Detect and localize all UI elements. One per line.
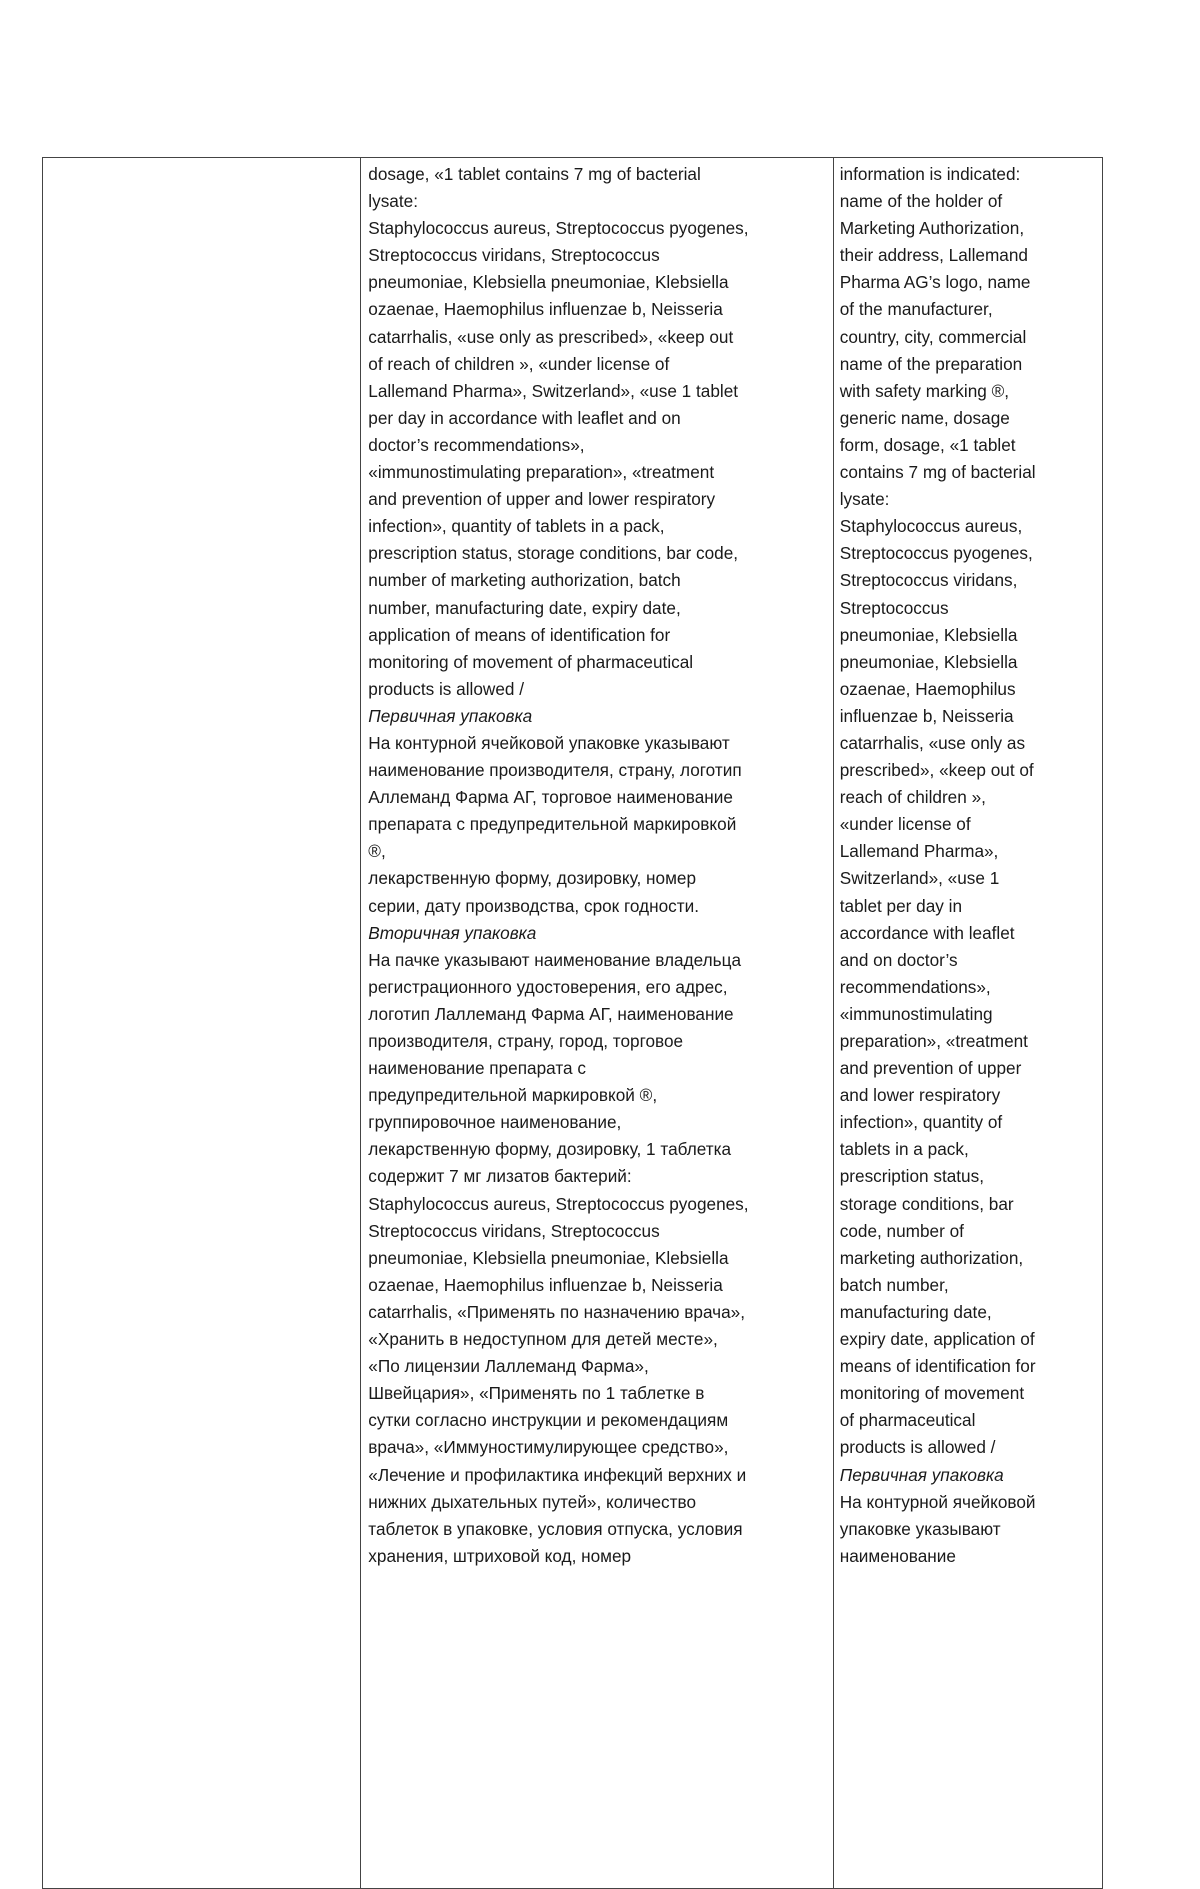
right-text-line: code, number of	[839, 1220, 964, 1241]
right-text-line: storage conditions, bar	[839, 1193, 1014, 1214]
right-text-line: Streptococcus	[839, 597, 949, 618]
middle-text-line: pneumoniae, Klebsiella pneumoniae, Klebsiella	[368, 272, 729, 293]
middle-text-line: препарата с предупредительной маркировкой	[368, 814, 737, 835]
middle-text-line: «Хранить в недоступном для детей месте»,	[368, 1329, 718, 1350]
right-text-line: with safety marking ®,	[839, 380, 1010, 401]
middle-text-line: врача», «Иммуностимулирующее средство»,	[368, 1437, 729, 1458]
middle-text-line: infection», quantity of tablets in a pack,	[368, 516, 665, 537]
right-text-line: Streptococcus pyogenes,	[839, 543, 1033, 564]
middle-text-line: предупредительной маркировкой ®,	[368, 1085, 658, 1106]
middle-text-line: doctor’s recommendations»,	[368, 434, 585, 455]
right-text-line: contains 7 mg of bacterial	[839, 462, 1036, 483]
table-row	[43, 158, 1103, 1889]
middle-text-line: лекарственную форму, дозировку, номер	[368, 868, 697, 889]
middle-text-line: регистрационного удостоверения, его адрес,	[368, 976, 728, 997]
middle-text-line: наименование производителя, страну, логотип	[368, 760, 742, 781]
middle-text-line: prescription status, storage conditions, bar code,	[368, 543, 739, 564]
right-text-line: tablet per day in	[839, 895, 963, 916]
right-text-line: ozaenae, Haemophilus	[839, 678, 1016, 699]
right-text-line: means of identification for	[839, 1356, 1036, 1377]
right-text-line: упаковке указывают	[839, 1518, 1001, 1539]
empty-left-cell	[43, 158, 361, 1889]
right-text-line: and lower respiratory	[839, 1085, 1001, 1106]
middle-column-cell	[361, 158, 833, 1889]
middle-text-line: ozaenae, Haemophilus influenzae b, Neisseria	[368, 299, 723, 320]
middle-text-line: сутки согласно инструкции и рекомендациям	[368, 1410, 729, 1431]
right-text-line: form, dosage, «1 tablet	[839, 434, 1016, 455]
middle-text-line: группировочное наименование,	[368, 1112, 622, 1133]
right-text-line: infection», quantity of	[839, 1112, 1003, 1133]
middle-text-line: and prevention of upper and lower respiratory	[368, 489, 716, 510]
middle-text-line: серии, дату производства, срок годности.	[368, 895, 699, 916]
middle-text-line: products is allowed /	[368, 678, 525, 699]
right-text-line: generic name, dosage	[839, 407, 1010, 428]
right-text-line: products is allowed /	[839, 1437, 996, 1458]
right-text-line: monitoring of movement	[839, 1383, 1025, 1404]
right-text-line: name of the holder of	[839, 191, 1003, 212]
right-text-line: batch number,	[839, 1274, 949, 1295]
right-text-line: marketing authorization,	[839, 1247, 1024, 1268]
right-text-line: Lallemand Pharma»,	[839, 841, 999, 862]
right-text-line: information is indicated:	[839, 164, 1021, 184]
middle-text-line: catarrhalis, «Применять по назначению врача»,	[368, 1301, 746, 1322]
middle-text-line: Streptococcus viridans, Streptococcus	[368, 245, 660, 266]
right-column-cell	[833, 158, 1102, 1889]
middle-text-line: На пачке указывают наименование владельца	[368, 949, 742, 970]
right-text-line: and on doctor’s	[839, 949, 958, 970]
middle-text-line: таблеток в упаковке, условия отпуска, условия	[368, 1518, 743, 1539]
middle-text-line: производителя, страну, город, торговое	[368, 1031, 684, 1051]
middle-column-text	[361, 158, 832, 1871]
right-text-line: of the manufacturer,	[839, 299, 993, 320]
middle-text-line: Staphylococcus aureus, Streptococcus pyogenes,	[368, 1193, 749, 1214]
middle-text-line: Швейцария», «Применять по 1 таблетке в	[368, 1383, 705, 1404]
right-text-line: «under license of	[839, 814, 971, 835]
middle-text-line: Аллеманд Фарма АГ, торговое наименование	[368, 787, 733, 808]
middle-text-line: Streptococcus viridans, Streptococcus	[368, 1220, 660, 1241]
middle-section-heading: Первичная упаковка	[368, 705, 533, 726]
right-text-line: prescribed», «keep out of	[839, 760, 1034, 781]
middle-text-line: логотип Лаллеманд Фарма АГ, наименование	[368, 1003, 734, 1024]
middle-text-line: хранения, штриховой код, номер	[368, 1545, 632, 1566]
right-text-line: lysate:	[839, 489, 890, 510]
document-table	[42, 157, 1103, 1889]
middle-section-heading: Вторичная упаковка	[368, 922, 537, 943]
right-text-line: expiry date, application of	[839, 1329, 1035, 1350]
middle-text-line: Staphylococcus aureus, Streptococcus pyogenes,	[368, 218, 749, 239]
middle-text-line: «immunostimulating preparation», «treatment	[368, 462, 715, 483]
right-text-line: recommendations»,	[839, 976, 991, 997]
right-text-line: «immunostimulating	[839, 1003, 993, 1024]
right-text-line: their address, Lallemand	[839, 245, 1028, 266]
middle-text-line: lysate:	[368, 191, 418, 212]
middle-text-line: number, manufacturing date, expiry date,	[368, 597, 681, 618]
right-text-line: and prevention of upper	[839, 1058, 1022, 1079]
right-text-line: pneumoniae, Klebsiella	[839, 651, 1018, 672]
middle-text-line: содержит 7 мг лизатов бактерий:	[368, 1166, 632, 1187]
right-text-line: name of the preparation	[839, 353, 1023, 374]
middle-text-line: наименование препарата с	[368, 1058, 586, 1079]
middle-text-line: per day in accordance with leaflet and on	[368, 407, 681, 428]
right-text-line: reach of children »,	[839, 787, 986, 808]
right-text-line: prescription status,	[839, 1166, 984, 1187]
right-text-line: influenzae b, Neisseria	[839, 705, 1014, 726]
right-text-line: manufacturing date,	[839, 1301, 992, 1322]
right-text-line: Marketing Authorization,	[839, 218, 1025, 239]
right-section-heading: Первичная упаковка	[839, 1464, 1004, 1485]
right-column-text	[834, 158, 1102, 1871]
left-cell-text	[43, 158, 360, 1871]
right-text-line: pneumoniae, Klebsiella	[839, 624, 1018, 645]
middle-text-line: лекарственную форму, дозировку, 1 таблетка	[368, 1139, 732, 1160]
right-text-line: Staphylococcus aureus,	[839, 516, 1023, 537]
middle-text-line: dosage, «1 tablet contains 7 mg of bacterial	[368, 164, 701, 184]
right-text-line: catarrhalis, «use only as	[839, 732, 1026, 753]
right-text-line: Streptococcus viridans,	[839, 570, 1018, 591]
middle-text-line: of reach of children », «under license of	[368, 353, 670, 374]
middle-text-line: number of marketing authorization, batch	[368, 570, 681, 591]
right-text-line: preparation», «treatment	[839, 1031, 1028, 1051]
right-text-line: tablets in a pack,	[839, 1139, 969, 1160]
middle-text-line: нижних дыхательных путей», количество	[368, 1491, 697, 1512]
middle-text-line: monitoring of movement of pharmaceutical	[368, 651, 694, 672]
middle-text-line: «Лечение и профилактика инфекций верхних и	[368, 1464, 747, 1485]
middle-text-line: pneumoniae, Klebsiella pneumoniae, Klebsiella	[368, 1247, 729, 1268]
right-text-line: Switzerland», «use 1	[839, 868, 1000, 889]
right-text-line: На контурной ячейковой	[839, 1491, 1036, 1512]
right-text-line: of pharmaceutical	[839, 1410, 976, 1431]
middle-text-line: ozaenae, Haemophilus influenzae b, Neisseria	[368, 1274, 723, 1295]
right-text-line: country, city, commercial	[839, 326, 1027, 347]
middle-text-line: Lallemand Pharma», Switzerland», «use 1 tablet	[368, 380, 739, 401]
middle-text-line: «По лицензии Лаллеманд Фарма»,	[368, 1356, 649, 1377]
middle-text-line: ®,	[368, 841, 386, 862]
right-text-line: Pharma AG’s logo, name	[839, 272, 1031, 293]
middle-text-line: application of means of identification for	[368, 624, 671, 645]
middle-text-line: На контурной ячейковой упаковке указывают	[368, 732, 730, 753]
right-text-line: наименование	[839, 1545, 956, 1566]
middle-text-line: catarrhalis, «use only as prescribed», «keep out	[368, 326, 734, 347]
right-text-line: accordance with leaflet	[839, 922, 1015, 943]
